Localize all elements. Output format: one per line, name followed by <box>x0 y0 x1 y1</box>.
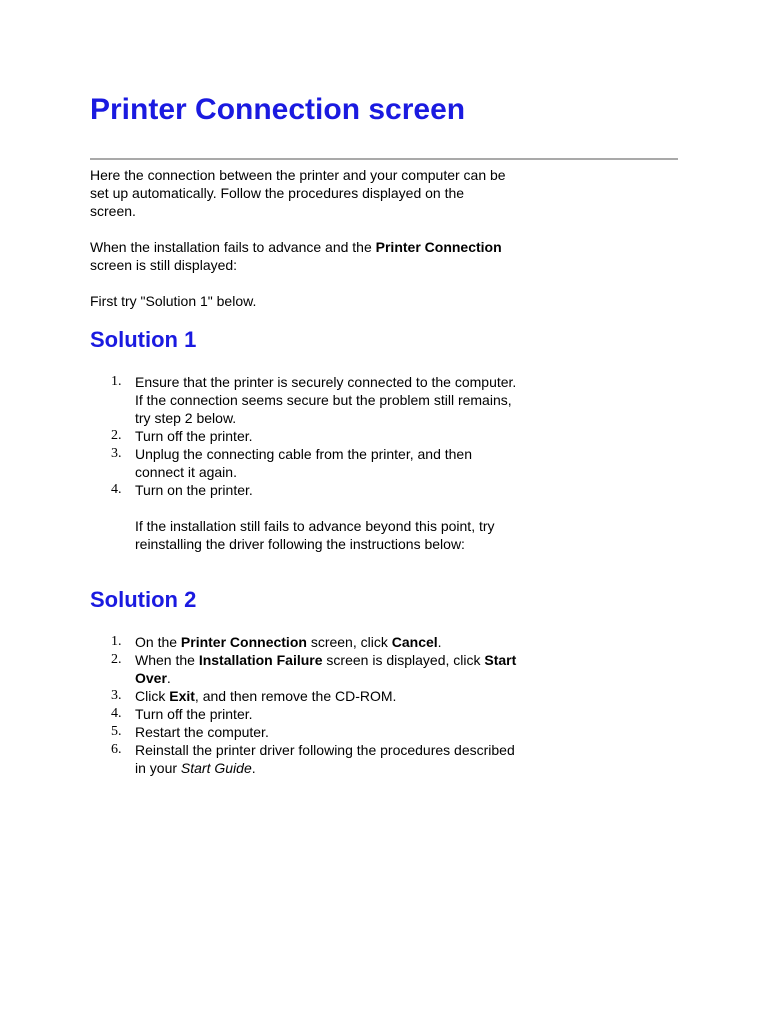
page-title: Printer Connection screen <box>90 93 466 126</box>
list-item <box>90 445 520 481</box>
list-item-text: Turn on the printer. <box>135 482 253 498</box>
list-item-number: 5. <box>111 724 122 739</box>
list-item-text: Reinstall the printer driver following the procedures described in your <box>135 742 515 776</box>
list-item-bold: Start Over <box>135 652 517 686</box>
list-item-number: 4. <box>111 706 122 721</box>
list-item <box>90 741 520 777</box>
list-item-number: 3. <box>111 446 122 461</box>
list-item-number: 1. <box>111 374 122 389</box>
solution-1-steps <box>90 373 520 553</box>
list-item-text: On the <box>135 634 181 650</box>
list-item-text: . <box>251 760 256 776</box>
solution-2-heading: Solution 2 <box>90 587 197 612</box>
list-item-text: Ensure that the printer is securely connected to the computer. If the connection seems secure but the problem still remains, try step 2 below. <box>135 374 517 426</box>
list-item <box>90 705 520 723</box>
list-item-text: . <box>437 634 442 650</box>
list-item-text: Unplug the connecting cable from the printer, and then connect it again. <box>135 446 472 480</box>
list-item-number: 6. <box>111 742 122 757</box>
list-item-text: Click <box>135 688 170 704</box>
list-item <box>90 651 520 687</box>
solution-1-heading: Solution 1 <box>90 327 197 352</box>
list-item <box>90 373 520 427</box>
list-item-number: 4. <box>111 482 122 497</box>
list-item <box>90 633 520 651</box>
list-item <box>90 723 520 741</box>
list-item-text: When the <box>135 652 199 668</box>
list-item-bold: Installation Failure <box>198 652 323 668</box>
list-item-bold: Cancel <box>391 634 438 650</box>
intro-paragraph-2-text-b: screen is still displayed: <box>90 257 238 273</box>
intro-paragraph-2-bold: Printer Connection <box>375 239 502 255</box>
list-item-number: 2. <box>111 652 122 667</box>
list-item-text: , and then remove the CD-ROM. <box>194 688 397 704</box>
list-item-text: . <box>166 670 171 686</box>
solution-1-note: If the installation still fails to advance beyond this point, try reinstalling the driver following the instructions below: <box>135 518 495 552</box>
list-item-bold: Printer Connection <box>180 634 307 650</box>
list-item <box>90 687 520 705</box>
list-item-bold: Exit <box>169 688 195 704</box>
intro-paragraph-2-text-a: When the installation fails to advance and the <box>90 239 376 255</box>
intro-paragraph-2 <box>90 238 510 274</box>
list-item-italic: Start Guide <box>180 760 252 776</box>
list-item-number: 3. <box>111 688 122 703</box>
title-divider <box>90 158 678 160</box>
list-item-text: screen is displayed, click <box>322 652 485 668</box>
intro-paragraph-3: First try "Solution 1" below. <box>90 293 257 309</box>
list-item-text: Turn off the printer. <box>135 428 253 444</box>
solution-2-steps <box>90 633 520 777</box>
list-item-text: Turn off the printer. <box>135 706 253 722</box>
list-item-text: screen, click <box>306 634 392 650</box>
intro-section <box>90 166 510 310</box>
intro-paragraph-1: Here the connection between the printer and your computer can be set up automatically. Follow the procedures displayed on the screen. <box>90 167 506 219</box>
list-item-number: 2. <box>111 428 122 443</box>
list-item <box>90 427 520 445</box>
list-item-text: Restart the computer. <box>135 724 269 740</box>
list-item <box>90 481 520 499</box>
list-item-number: 1. <box>111 634 122 649</box>
